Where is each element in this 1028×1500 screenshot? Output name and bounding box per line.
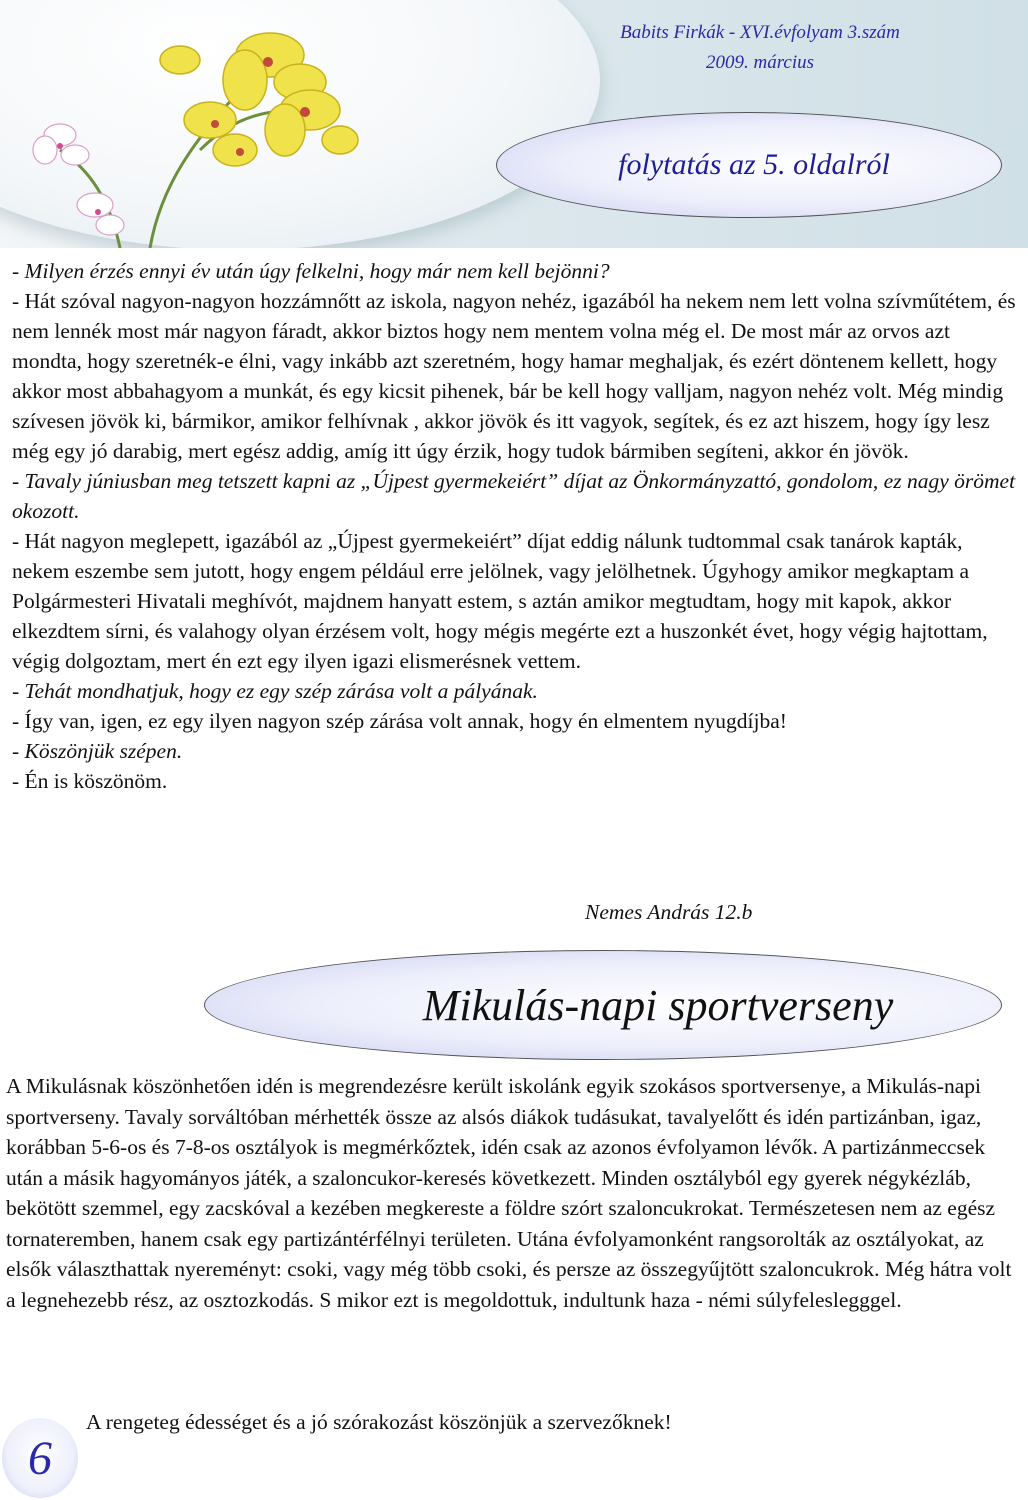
interview-answer: - Én is köszönöm. <box>12 769 168 793</box>
orchid-flowers-image <box>0 0 420 248</box>
interview-question: - Tavaly júniusban meg tetszett kapni az „Újpest gyermekeiért” díjat az Önkormányzattó, gondolom, ez nagy örömet okozott. <box>12 469 1016 523</box>
interview-question: - Tehát mondhatjuk, hogy ez egy szép zárása volt a pályának. <box>12 679 538 703</box>
article-body: A Mikulásnak köszönhetően idén is megrendezésre került iskolánk egyik szokásos sportversenye, a Mikulás-napi sportverseny. Tavaly sorváltóban mérhették össze az alsós diákok tudásukat, tavalyelőtt és idén partizánban, igaz, korábban 5-6-os és 7-8-os osztályok is megmérkőztek, idén csak az azonos évfolyamon lévők. A partizánmeccsek után a másik hagyományos játék, a szaloncukor-keresés következett. Minden osztályból egy gyerek négykézláb, bekötött szemmel, egy zacskóval a kezében megkereste a földre szórt szaloncukrokat. Természetesen nem az egész tornateremben, hanem csak egy partizántérfélnyi területen. Utána évfolyamonként rangsorolták az osztályokat, az elsők választhattak nyereményt: csoki, vagy még több csoki, és persze az összegyűjtött szaloncukrok. Még hátra volt a legnehezebb rész, az osztozkodás. S mikor ezt is megoldottuk, indultunk haza - némi súlyfeleslegggel. <box>6 1074 1012 1312</box>
page-number: 6 <box>2 1418 78 1498</box>
continuation-banner <box>496 112 1002 218</box>
continuation-label: folytatás az 5. oldalról <box>618 148 890 181</box>
article-closing: A rengeteg édességet és a jó szórakozást köszönjük a szervezőknek! <box>86 1410 672 1434</box>
article-title-banner <box>204 950 1002 1060</box>
author-signature: Nemes András 12.b <box>585 900 753 924</box>
issue-info: Babits Firkák - XVI.évfolyam 3.szám <box>620 22 900 43</box>
interview-question: - Milyen érzés ennyi év után úgy felkelni, hogy már nem kell bejönni? <box>12 259 610 283</box>
interview-answer: - Hát nagyon meglepett, igazából az „Újpest gyermekeiért” díjat eddig nálunk tudtommal csak tanárok kapták, nekem eszembe sem jutott, hogy engem például erre jelölnek, vagy jelölhetnek. Úgyhogy amikor megkaptam a Polgármesteri Hivatali meghívót, majdnem hanyatt estem, s aztán amikor megtudtam, hogy mit kapok, akkor elkezdtem sírni, és valahogy olyan érzésem volt, hogy mégis megérte ezt a huszonkét évet, hogy végig hajtottam, végig dolgoztam, mert én ezt egy ilyen igazi elismerésnek vettem. <box>12 529 988 673</box>
interview-text <box>12 256 1020 796</box>
article-title: Mikulás-napi sportverseny <box>422 980 894 1030</box>
interview-answer: - Így van, igen, ez egy ilyen nagyon szép zárása volt annak, hogy én elmentem nyugdíjba! <box>12 709 787 733</box>
issue-date: 2009. március <box>705 52 815 73</box>
interview-question: - Köszönjük szépen. <box>12 739 183 763</box>
interview-answer: - Hát szóval nagyon-nagyon hozzámnőtt az iskola, nagyon nehéz, igazából ha nekem nem lett volna szívműtétem, és nem lennék most már nagyon fáradt, akkor biztos hogy nem mentem volna még el. De most már az orvos azt mondta, hogy szeretnék-e élni, vagy inkább azt szeretném, hogy hamar meghaljak, és ezért döntenem kellett, hogy akkor most abbahagyom a munkát, és egy kicsit pihenek, bár be kell hogy valljam, nagyon nehéz volt. Még mindig szívesen jövök ki, bármikor, amikor felhívnak , akkor jövök és itt vagyok, segítek, és ez azt hiszem, hogy így lesz még egy jó darabig, mert egész addig, amíg itt úgy érzik, hogy tudok bármiben segíteni, akkor én jövök. <box>12 289 1016 463</box>
